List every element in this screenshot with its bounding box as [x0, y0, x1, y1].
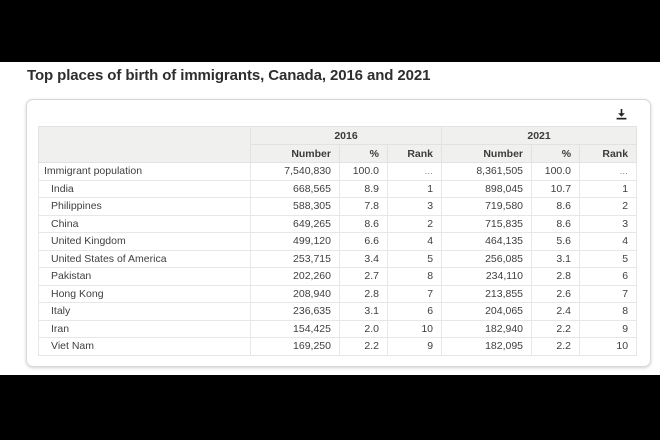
table-card	[26, 99, 651, 367]
number-cell: 213,855	[442, 285, 532, 303]
percent-cell: 2.8	[340, 285, 388, 303]
number-cell: 202,260	[251, 268, 340, 286]
page-background	[0, 62, 660, 375]
rank-cell: ...	[388, 163, 442, 181]
row-label-cell: India	[39, 180, 251, 198]
number-cell: 208,940	[251, 285, 340, 303]
table-row	[39, 163, 637, 181]
table-row	[39, 250, 637, 268]
number-cell: 182,940	[442, 320, 532, 338]
col-header-number-2016: Number	[251, 145, 340, 163]
rank-cell: 9	[388, 338, 442, 356]
col-group-2016: 2016	[251, 127, 442, 145]
percent-cell: 8.6	[532, 198, 580, 216]
row-label-cell: Pakistan	[39, 268, 251, 286]
rank-cell: 6	[388, 303, 442, 321]
rank-cell: 8	[580, 303, 637, 321]
rank-cell: 7	[388, 285, 442, 303]
col-header-percent-2021: %	[532, 145, 580, 163]
percent-cell: 8.6	[532, 215, 580, 233]
rank-cell: 8	[388, 268, 442, 286]
immigration-table	[38, 126, 637, 356]
number-cell: 169,250	[251, 338, 340, 356]
download-button[interactable]	[612, 105, 630, 123]
col-header-rank-2021: Rank	[580, 145, 637, 163]
rank-cell: 1	[388, 180, 442, 198]
row-label-cell: Immigrant population	[39, 163, 251, 181]
number-cell: 499,120	[251, 233, 340, 251]
rank-cell: 9	[580, 320, 637, 338]
number-cell: 649,265	[251, 215, 340, 233]
rank-cell: ...	[580, 163, 637, 181]
number-cell: 7,540,830	[251, 163, 340, 181]
col-header-number-2021: Number	[442, 145, 532, 163]
percent-cell: 7.8	[340, 198, 388, 216]
row-label-cell: China	[39, 215, 251, 233]
row-label-cell: Philippines	[39, 198, 251, 216]
percent-cell: 2.2	[340, 338, 388, 356]
percent-cell: 2.7	[340, 268, 388, 286]
rank-cell: 6	[580, 268, 637, 286]
rank-cell: 3	[388, 198, 442, 216]
percent-cell: 2.2	[532, 320, 580, 338]
row-label-cell: United Kingdom	[39, 233, 251, 251]
number-cell: 256,085	[442, 250, 532, 268]
percent-cell: 2.2	[532, 338, 580, 356]
table-row	[39, 215, 637, 233]
percent-cell: 2.6	[532, 285, 580, 303]
table-row	[39, 338, 637, 356]
rank-cell: 3	[580, 215, 637, 233]
number-cell: 182,095	[442, 338, 532, 356]
percent-cell: 2.8	[532, 268, 580, 286]
number-cell: 8,361,505	[442, 163, 532, 181]
row-label-cell: United States of America	[39, 250, 251, 268]
row-label-cell: Italy	[39, 303, 251, 321]
percent-cell: 100.0	[532, 163, 580, 181]
col-header-percent-2016: %	[340, 145, 388, 163]
percent-cell: 6.6	[340, 233, 388, 251]
page-title: Top places of birth of immigrants, Canada, 2016 and 2021	[27, 67, 431, 84]
table-row	[39, 268, 637, 286]
rank-cell: 5	[580, 250, 637, 268]
percent-cell: 8.6	[340, 215, 388, 233]
col-group-2021: 2021	[442, 127, 637, 145]
percent-cell: 100.0	[340, 163, 388, 181]
percent-cell: 2.0	[340, 320, 388, 338]
number-cell: 154,425	[251, 320, 340, 338]
row-label-cell: Iran	[39, 320, 251, 338]
number-cell: 236,635	[251, 303, 340, 321]
col-header-rank-2016: Rank	[388, 145, 442, 163]
number-cell: 464,135	[442, 233, 532, 251]
group-header-row	[39, 127, 637, 145]
percent-cell: 10.7	[532, 180, 580, 198]
download-icon	[615, 108, 628, 121]
table-row	[39, 233, 637, 251]
percent-cell: 3.4	[340, 250, 388, 268]
rank-cell: 10	[388, 320, 442, 338]
row-label-cell: Hong Kong	[39, 285, 251, 303]
number-cell: 204,065	[442, 303, 532, 321]
table-row	[39, 180, 637, 198]
percent-cell: 2.4	[532, 303, 580, 321]
number-cell: 668,565	[251, 180, 340, 198]
table-row	[39, 303, 637, 321]
table-wrapper	[38, 126, 637, 356]
number-cell: 234,110	[442, 268, 532, 286]
percent-cell: 3.1	[532, 250, 580, 268]
table-row	[39, 320, 637, 338]
number-cell: 898,045	[442, 180, 532, 198]
row-label-cell: Viet Nam	[39, 338, 251, 356]
number-cell: 715,835	[442, 215, 532, 233]
rank-cell: 1	[580, 180, 637, 198]
table-row	[39, 285, 637, 303]
rank-cell: 10	[580, 338, 637, 356]
rank-cell: 5	[388, 250, 442, 268]
number-cell: 588,305	[251, 198, 340, 216]
percent-cell: 5.6	[532, 233, 580, 251]
rank-cell: 2	[580, 198, 637, 216]
percent-cell: 3.1	[340, 303, 388, 321]
rank-cell: 4	[388, 233, 442, 251]
table-row	[39, 198, 637, 216]
percent-cell: 8.9	[340, 180, 388, 198]
rank-cell: 7	[580, 285, 637, 303]
number-cell: 719,580	[442, 198, 532, 216]
rank-cell: 2	[388, 215, 442, 233]
rank-cell: 4	[580, 233, 637, 251]
stub-header-cell	[39, 127, 251, 163]
number-cell: 253,715	[251, 250, 340, 268]
